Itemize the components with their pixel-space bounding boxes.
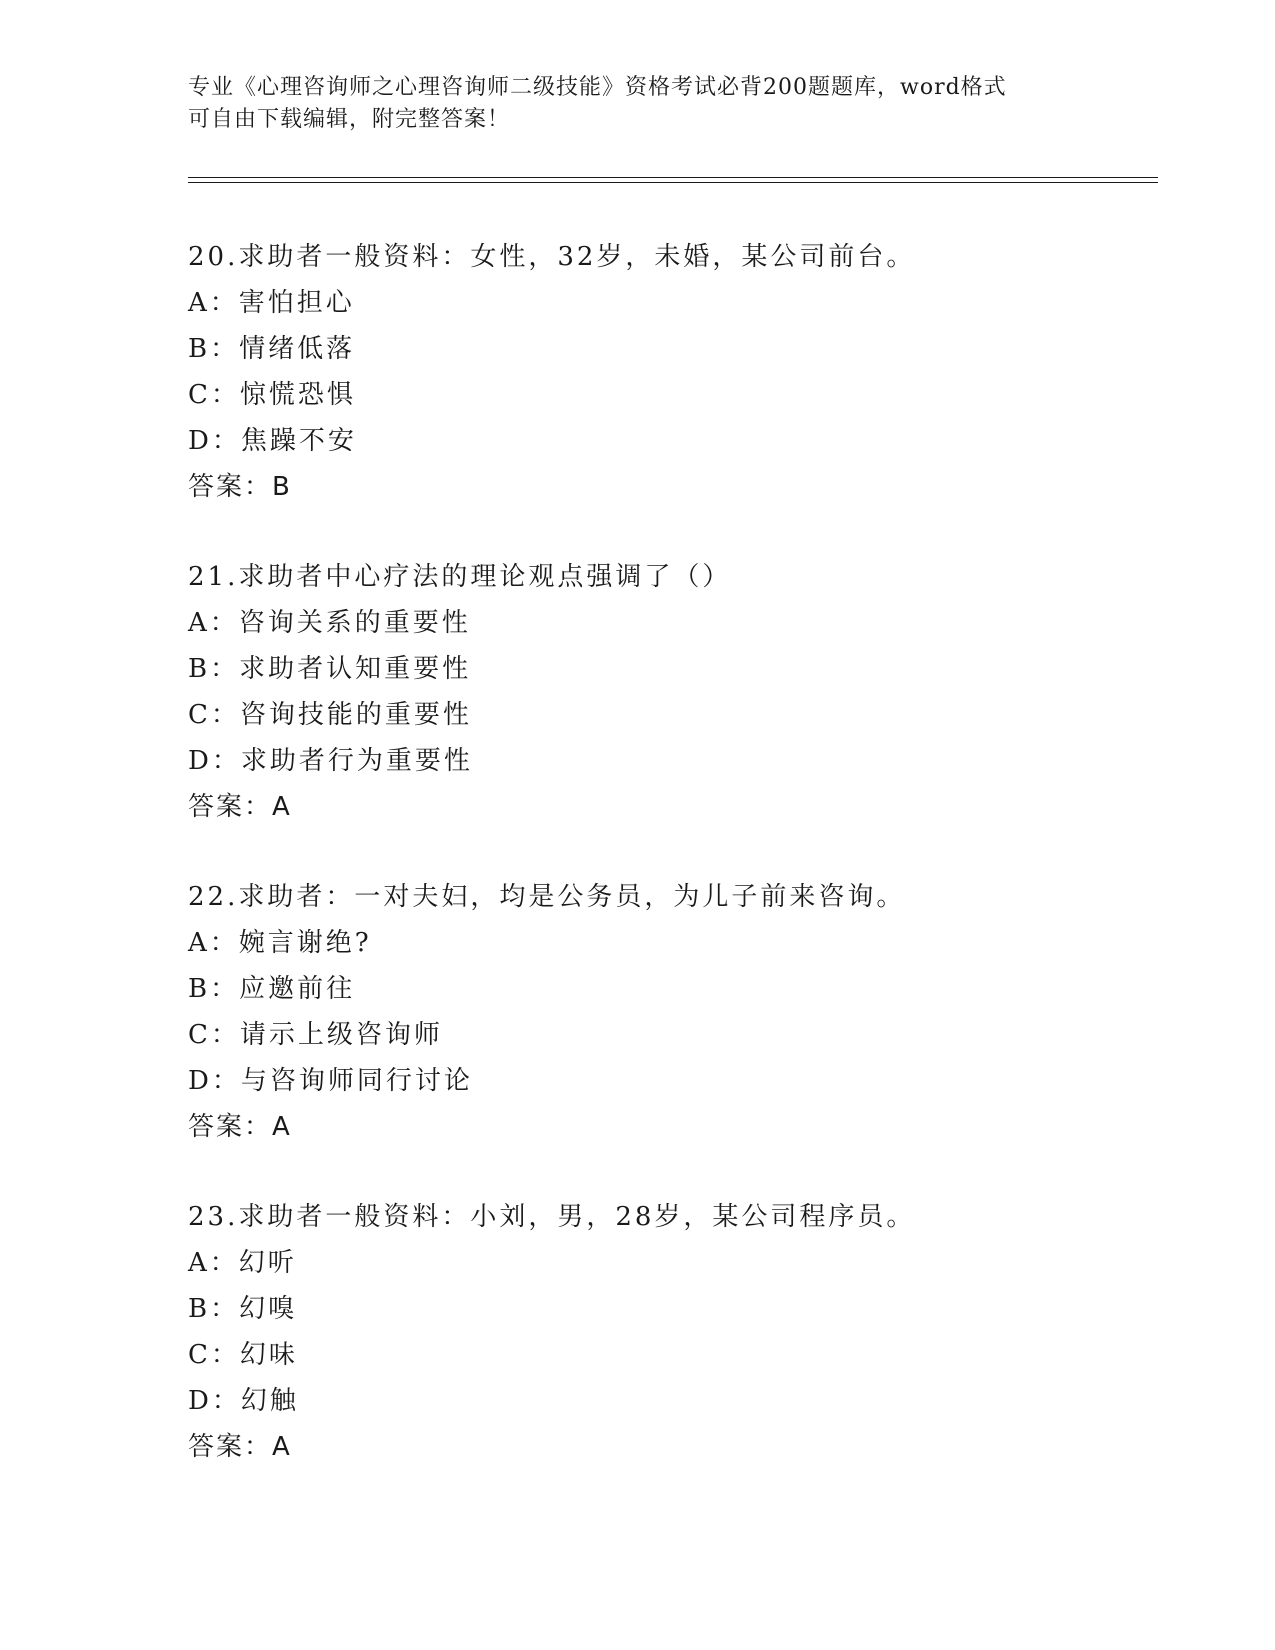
- question-item: [188, 1194, 1148, 1470]
- option-b: B：幻嗅: [188, 1294, 298, 1324]
- option-c: C：请示上级咨询师: [188, 1020, 443, 1050]
- option-b: B：求助者认知重要性: [188, 654, 472, 684]
- option-d: D：与咨询师同行讨论: [188, 1066, 473, 1096]
- question-stem: 21.求助者中心疗法的理论观点强调了（）: [188, 562, 732, 592]
- option-a: A：婉言谢绝?: [188, 928, 372, 958]
- option-c: C：咨询技能的重要性: [188, 700, 472, 730]
- option-b: B：应邀前往: [188, 974, 356, 1004]
- question-stem: 22.求助者：一对夫妇，均是公务员，为儿子前来咨询。: [188, 882, 906, 912]
- header-divider-bottom: [188, 182, 1158, 183]
- option-d: D：求助者行为重要性: [188, 746, 473, 776]
- answer-line: 答案：A: [188, 1112, 292, 1142]
- question-item: [188, 554, 1148, 830]
- answer-line: 答案：A: [188, 792, 292, 822]
- option-d: D：焦躁不安: [188, 426, 357, 456]
- option-a: A：咨询关系的重要性: [188, 608, 471, 638]
- header-divider-top: [188, 177, 1158, 178]
- question-list: [188, 234, 1148, 1514]
- header-title-line-2: 可自由下载编辑，附完整答案！: [188, 107, 511, 132]
- answer-line: 答案：B: [188, 472, 292, 502]
- header-title-line-1: 专业《心理咨询师之心理咨询师二级技能》资格考试必背200题题库，word格式: [188, 75, 1007, 100]
- option-a: A：幻听: [188, 1248, 297, 1278]
- question-stem: 23.求助者一般资料：小刘，男，28岁，某公司程序员。: [188, 1202, 916, 1232]
- answer-line: 答案：A: [188, 1432, 292, 1462]
- question-item: [188, 234, 1148, 510]
- option-c: C：幻味: [188, 1340, 298, 1370]
- option-a: A：害怕担心: [188, 288, 355, 318]
- question-item: [188, 874, 1148, 1150]
- document-header: [188, 72, 1088, 136]
- option-d: D：幻触: [188, 1386, 299, 1416]
- option-c: C：惊慌恐惧: [188, 380, 356, 410]
- option-b: B：情绪低落: [188, 334, 356, 364]
- question-stem: 20.求助者一般资料：女性，32岁，未婚，某公司前台。: [188, 242, 916, 272]
